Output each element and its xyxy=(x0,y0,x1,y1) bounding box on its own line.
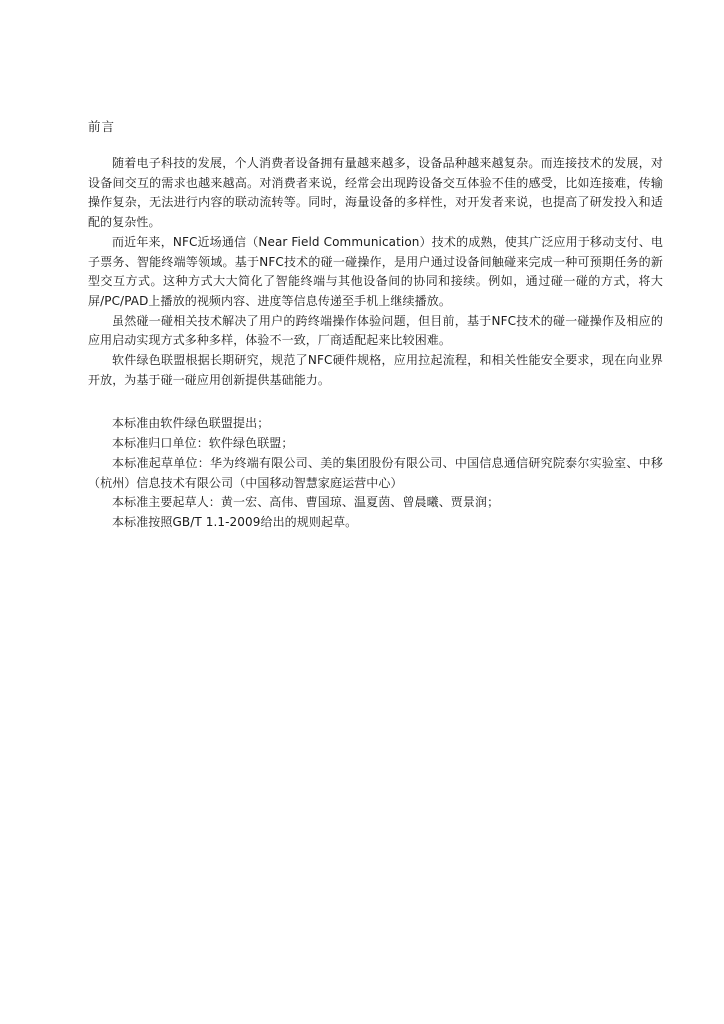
info-drafters: 本标准主要起草人：黄一宏、高伟、曹国琼、温夏茵、曾晨曦、贾景润； xyxy=(112,495,500,510)
paragraph-4: 软件绿色联盟根据长期研究，规范了NFC硬件规格，应用拉起流程，和相关性能安全要求，现在向业界开放，为基于碰一碰应用创新提供基础能力。 xyxy=(88,353,663,387)
paragraph-3: 虽然碰一碰相关技术解决了用户的跨终端操作体验问题，但目前，基于NFC技术的碰一碰操作及相应的应用启动实现方式多种多样，体验不一致，厂商适配起来比较困难。 xyxy=(88,313,663,348)
info-unit: 本标准归口单位：软件绿色联盟； xyxy=(112,436,294,451)
spacer xyxy=(88,390,663,414)
info-drafting-units: 本标准起草单位：华为终端有限公司、美的集团股份有限公司、中国信息通信研究院泰尔实验室、中移（杭州）信息技术有限公司（中国移动智慧家庭运营中心） xyxy=(88,455,663,490)
section-heading: 前言 xyxy=(88,119,116,134)
paragraph-1: 随着电子科技的发展，个人消费者设备拥有量越来越多，设备品种越来越复杂。而连接技术的发展，对设备间交互的需求也越来越高。对消费者来说，经常会出现跨设备交互体验不佳的感受，比如连接难，传输操作复杂，无法进行内容的联动流转等。同时，海量设备的多样性，对开发者来说，也提高了研发投入和适配的复杂性。 xyxy=(88,156,663,230)
info-rules: 本标准按照GB/T 1.1-2009给出的规则起草。 xyxy=(112,514,358,529)
document-page xyxy=(88,117,663,533)
info-proposer: 本标准由软件绿色联盟提出； xyxy=(112,416,270,431)
paragraph-2: 而近年来，NFC近场通信（Near Field Communication）技术的成熟，使其广泛应用于移动支付、电子票务、智能终端等领域。基于NFC技术的碰一碰操作，是用户通过设备间触碰来完成一种可预期任务的新型交互方式。这种方式大大简化了智能终端与其他设备间的协同和接续。例如，通过碰一碰的方式，将大屏/PC/PAD上播放的视频内容、进度等信息传递至手机上继续播放。 xyxy=(88,234,663,308)
